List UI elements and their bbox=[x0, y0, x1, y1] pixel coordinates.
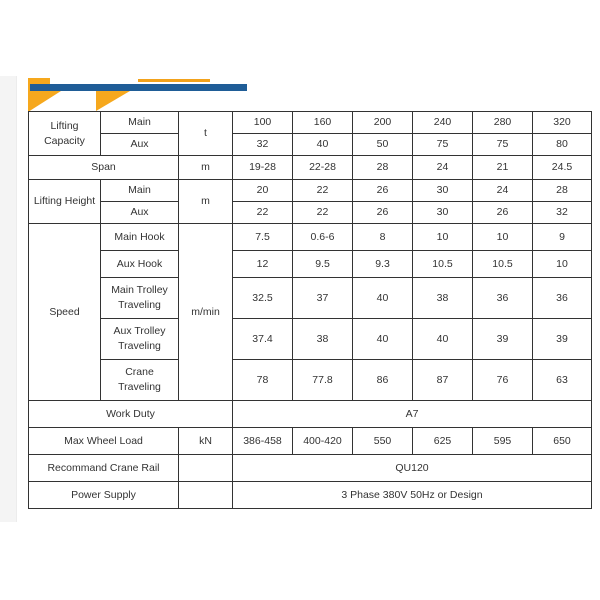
table-cell: 30 bbox=[413, 202, 473, 224]
table-cell: 160 bbox=[293, 112, 353, 134]
lifting-capacity-aux-label: Aux bbox=[101, 134, 179, 156]
table-cell: 240 bbox=[413, 112, 473, 134]
table-cell: 7.5 bbox=[233, 224, 293, 251]
table-cell: 87 bbox=[413, 360, 473, 401]
table-cell: 9 bbox=[533, 224, 592, 251]
table-cell: 100 bbox=[233, 112, 293, 134]
lifting-height-main-label: Main bbox=[101, 180, 179, 202]
table-cell: 78 bbox=[233, 360, 293, 401]
table-cell: 32 bbox=[533, 202, 592, 224]
table-cell: 39 bbox=[533, 319, 592, 360]
table-cell: 32 bbox=[233, 134, 293, 156]
table-cell: 280 bbox=[473, 112, 533, 134]
banner-orange-line bbox=[138, 79, 210, 82]
table-cell: 12 bbox=[233, 251, 293, 278]
table-cell: 40 bbox=[353, 319, 413, 360]
table-cell: 320 bbox=[533, 112, 592, 134]
table-cell: 40 bbox=[293, 134, 353, 156]
table-cell: 26 bbox=[353, 180, 413, 202]
table-cell: 26 bbox=[353, 202, 413, 224]
left-frame bbox=[0, 76, 17, 522]
table-cell: 400-420 bbox=[293, 428, 353, 455]
span-unit: m bbox=[179, 156, 233, 180]
table-cell: 595 bbox=[473, 428, 533, 455]
table-cell: 9.3 bbox=[353, 251, 413, 278]
table-cell: 36 bbox=[473, 278, 533, 319]
table-cell: 10.5 bbox=[473, 251, 533, 278]
table-cell: 26 bbox=[473, 202, 533, 224]
table-cell: 22 bbox=[233, 202, 293, 224]
lifting-capacity-label: Lifting Capacity bbox=[29, 112, 101, 156]
table-cell: 19-28 bbox=[233, 156, 293, 180]
max-wheel-load-unit: kN bbox=[179, 428, 233, 455]
table-row-lifting-capacity-aux bbox=[29, 134, 592, 156]
table-cell: 22-28 bbox=[293, 156, 353, 180]
crane-rail-unit bbox=[179, 455, 233, 482]
table-cell: 80 bbox=[533, 134, 592, 156]
table-cell: 63 bbox=[533, 360, 592, 401]
table-cell: 28 bbox=[533, 180, 592, 202]
table-cell: 50 bbox=[353, 134, 413, 156]
power-supply-label: Power Supply bbox=[29, 482, 179, 509]
table-cell: 24 bbox=[413, 156, 473, 180]
power-supply-unit bbox=[179, 482, 233, 509]
speed-unit: m/min bbox=[179, 224, 233, 401]
table-cell: 38 bbox=[293, 319, 353, 360]
table-row-work-duty bbox=[29, 401, 592, 428]
table-row-speed-main-trolley bbox=[29, 278, 592, 319]
lifting-height-aux-label: Aux bbox=[101, 202, 179, 224]
speed-label: Speed bbox=[29, 224, 101, 401]
table-cell: 10.5 bbox=[413, 251, 473, 278]
table-cell: 24.5 bbox=[533, 156, 592, 180]
table-cell: 20 bbox=[233, 180, 293, 202]
crane-rail-label: Recommand Crane Rail bbox=[29, 455, 179, 482]
crane-rail-value: QU120 bbox=[233, 455, 592, 482]
speed-row-label: Main Trolley Traveling bbox=[101, 278, 179, 319]
table-cell: 86 bbox=[353, 360, 413, 401]
speed-row-label: Aux Trolley Traveling bbox=[101, 319, 179, 360]
table-cell: 21 bbox=[473, 156, 533, 180]
work-duty-label: Work Duty bbox=[29, 401, 233, 428]
table-cell: 40 bbox=[353, 278, 413, 319]
table-cell: 39 bbox=[473, 319, 533, 360]
table-cell: 8 bbox=[353, 224, 413, 251]
speed-row-label: Crane Traveling bbox=[101, 360, 179, 401]
table-row-speed-main-hook bbox=[29, 224, 592, 251]
banner-orange-triangle-right bbox=[96, 91, 130, 111]
table-cell: 77.8 bbox=[293, 360, 353, 401]
table-cell: 22 bbox=[293, 180, 353, 202]
table-row-lifting-height-main bbox=[29, 180, 592, 202]
table-cell: 650 bbox=[533, 428, 592, 455]
lifting-capacity-main-label: Main bbox=[101, 112, 179, 134]
spec-table bbox=[28, 111, 592, 509]
table-row-span bbox=[29, 156, 592, 180]
table-cell: 76 bbox=[473, 360, 533, 401]
banner-blue-bar bbox=[30, 84, 247, 91]
speed-row-label: Aux Hook bbox=[101, 251, 179, 278]
table-cell: 28 bbox=[353, 156, 413, 180]
table-cell: 40 bbox=[413, 319, 473, 360]
table-row-lifting-height-aux bbox=[29, 202, 592, 224]
max-wheel-load-label: Max Wheel Load bbox=[29, 428, 179, 455]
table-cell: 386-458 bbox=[233, 428, 293, 455]
table-cell: 32.5 bbox=[233, 278, 293, 319]
table-cell: 75 bbox=[473, 134, 533, 156]
table-cell: 75 bbox=[413, 134, 473, 156]
table-cell: 10 bbox=[473, 224, 533, 251]
table-cell: 22 bbox=[293, 202, 353, 224]
table-cell: 37 bbox=[293, 278, 353, 319]
table-cell: 24 bbox=[473, 180, 533, 202]
lifting-height-label: Lifting Height bbox=[29, 180, 101, 224]
table-row-speed-aux-hook bbox=[29, 251, 592, 278]
table-cell: 10 bbox=[533, 251, 592, 278]
span-label: Span bbox=[29, 156, 179, 180]
lifting-capacity-unit: t bbox=[179, 112, 233, 156]
table-row-lifting-capacity-main bbox=[29, 112, 592, 134]
table-row-max-wheel-load bbox=[29, 428, 592, 455]
lifting-height-unit: m bbox=[179, 180, 233, 224]
table-cell: 200 bbox=[353, 112, 413, 134]
table-cell: 625 bbox=[413, 428, 473, 455]
power-supply-value: 3 Phase 380V 50Hz or Design bbox=[233, 482, 592, 509]
table-cell: 37.4 bbox=[233, 319, 293, 360]
table-cell: 38 bbox=[413, 278, 473, 319]
table-cell: 36 bbox=[533, 278, 592, 319]
table-cell: 9.5 bbox=[293, 251, 353, 278]
table-cell: 0.6-6 bbox=[293, 224, 353, 251]
table-cell: 30 bbox=[413, 180, 473, 202]
table-row-crane-rail bbox=[29, 455, 592, 482]
speed-row-label: Main Hook bbox=[101, 224, 179, 251]
table-cell: 10 bbox=[413, 224, 473, 251]
table-row-power-supply bbox=[29, 482, 592, 509]
table-cell: 550 bbox=[353, 428, 413, 455]
table-row-speed-aux-trolley bbox=[29, 319, 592, 360]
table-row-speed-crane-traveling bbox=[29, 360, 592, 401]
work-duty-value: A7 bbox=[233, 401, 592, 428]
